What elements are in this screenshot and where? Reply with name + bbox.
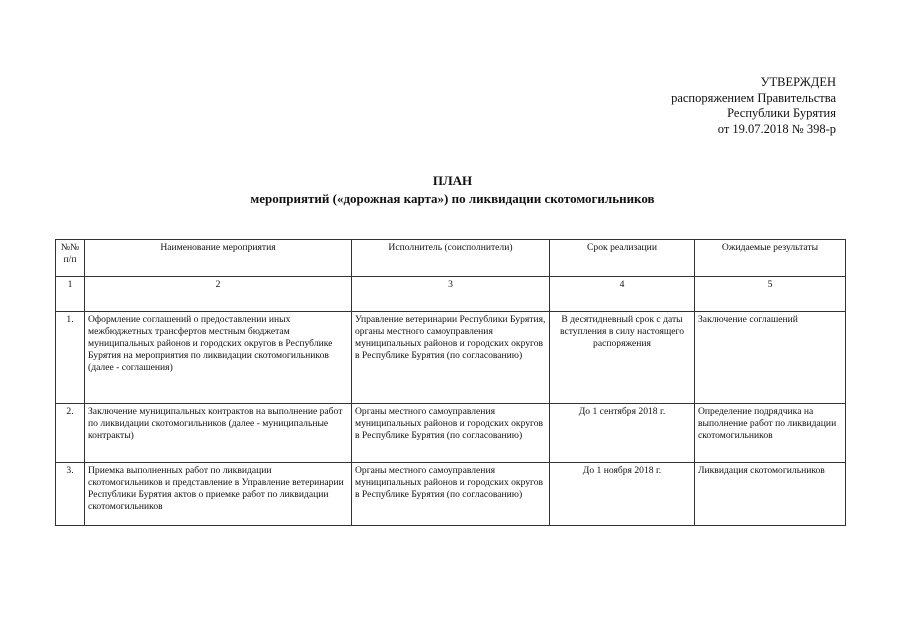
approval-heading: УТВЕРЖДЕН bbox=[760, 75, 836, 89]
row-number: 2. bbox=[56, 404, 85, 463]
header-result: Ожидаемые результаты bbox=[695, 240, 846, 277]
header-executor: Исполнитель (соисполнители) bbox=[352, 240, 550, 277]
table-row bbox=[56, 312, 846, 404]
header-deadline: Срок реализации bbox=[550, 240, 695, 277]
column-number-row bbox=[56, 277, 846, 312]
row-deadline: До 1 сентября 2018 г. bbox=[550, 404, 695, 463]
roadmap-table bbox=[55, 239, 846, 526]
approval-date-number: от 19.07.2018 № 398-р bbox=[717, 121, 836, 136]
document-title bbox=[0, 172, 905, 208]
column-number: 3 bbox=[352, 277, 550, 312]
approval-republic: Республики Бурятия bbox=[727, 106, 836, 120]
row-deadline: До 1 ноября 2018 г. bbox=[550, 463, 695, 526]
title-subject: мероприятий («дорожная карта») по ликвидации скотомогильников bbox=[250, 191, 655, 206]
approval-stamp bbox=[671, 75, 836, 137]
row-activity: Оформление соглашений о предоставлении иных межбюджетных трансфертов местным бюджетам муниципальных районов и городских округов в Республике Бурятия на мероприятия по ликвидации скотомогильников (далее - соглашения) bbox=[85, 312, 352, 404]
approval-decree: распоряжением Правительства bbox=[671, 90, 836, 105]
column-number: 5 bbox=[695, 277, 846, 312]
row-result: Определение подрядчика на выполнение работ по ликвидации скотомогильников bbox=[695, 404, 846, 463]
header-number: №№ п/п bbox=[56, 240, 85, 277]
table-row bbox=[56, 404, 846, 463]
row-activity: Приемка выполненных работ по ликвидации скотомогильников и представление в Управление ветеринарии Республики Бурятия актов о приемке работ по ликвидации скотомогильников bbox=[85, 463, 352, 526]
row-activity: Заключение муниципальных контрактов на выполнение работ по ликвидации скотомогильников (далее - муниципальные контракты) bbox=[85, 404, 352, 463]
column-number: 4 bbox=[550, 277, 695, 312]
title-plan: ПЛАН bbox=[432, 173, 473, 188]
column-number: 1 bbox=[56, 277, 85, 312]
row-deadline: В десятидневный срок с даты вступления в силу настоящего распоряжения bbox=[550, 312, 695, 404]
table-header-row bbox=[56, 240, 846, 277]
row-executor: Органы местного самоуправления муниципальных районов и городских округов в Республике Бурятия (по согласованию) bbox=[352, 404, 550, 463]
row-executor: Органы местного самоуправления муниципальных районов и городских округов в Республике Бурятия (по согласованию) bbox=[352, 463, 550, 526]
table-row bbox=[56, 463, 846, 526]
column-number: 2 bbox=[85, 277, 352, 312]
row-executor: Управление ветеринарии Республики Бурятия, органы местного самоуправления муниципальных районов и городских округов в Республике Бурятия (по согласованию) bbox=[352, 312, 550, 404]
header-activity: Наименование мероприятия bbox=[85, 240, 352, 277]
row-result: Ликвидация скотомогильников bbox=[695, 463, 846, 526]
row-result: Заключение соглашений bbox=[695, 312, 846, 404]
row-number: 3. bbox=[56, 463, 85, 526]
row-number: 1. bbox=[56, 312, 85, 404]
